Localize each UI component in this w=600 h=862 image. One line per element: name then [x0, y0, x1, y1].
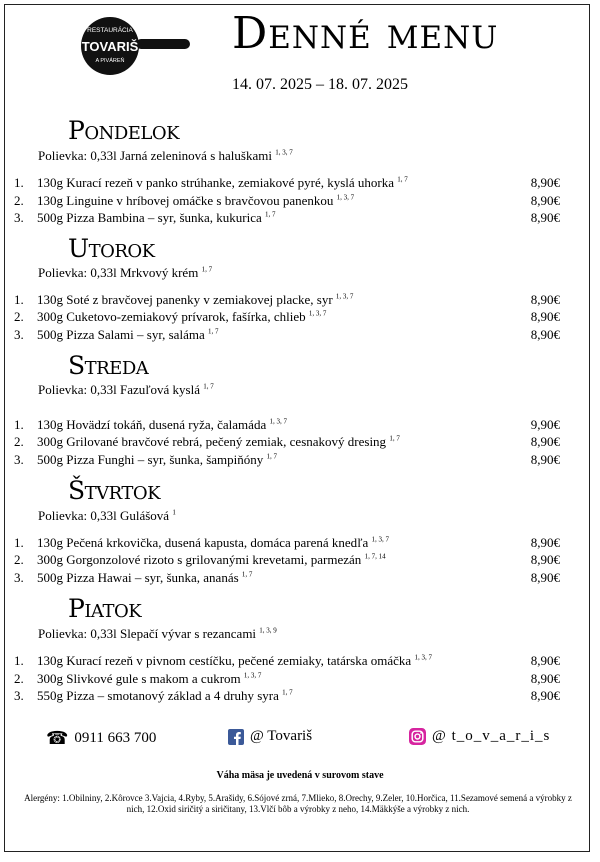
item-allergens: 1, 7	[397, 175, 408, 184]
soup-allergens: 1, 7	[203, 382, 214, 391]
soup-text: Polievka: 0,33l Jarná zeleninová s haluškami	[38, 148, 272, 163]
item-number: 3.	[14, 452, 24, 467]
item-price: 9,90€	[530, 417, 560, 432]
soup-text: Polievka: 0,33l Mrkvový krém	[38, 265, 199, 280]
item-allergens: 1, 3, 7	[243, 671, 262, 680]
menu-item	[14, 193, 560, 209]
menu-item	[14, 671, 560, 687]
item-number: 2.	[14, 309, 24, 324]
item-price: 8,90€	[530, 292, 560, 307]
item-number: 3.	[14, 327, 24, 342]
item-price: 8,90€	[530, 434, 560, 449]
instagram-handle: @ t_o_v_a_r_i_s	[432, 728, 551, 744]
item-description	[37, 210, 276, 226]
logo-name-text: TOVARIŠ	[81, 39, 139, 54]
weight-note: Váha mäsa je uvedená v surovom stave	[216, 770, 384, 781]
item-allergens: 1, 7	[389, 434, 400, 443]
soup-line	[38, 508, 176, 524]
item-number: 3.	[14, 688, 24, 703]
soup-allergens: 1, 7	[201, 265, 213, 274]
facebook-contact	[228, 728, 312, 745]
item-description	[37, 175, 408, 191]
item-number: 2.	[14, 193, 24, 208]
item-allergens: 1, 3, 7	[336, 193, 355, 202]
item-allergens: 1, 3, 7	[371, 535, 389, 544]
item-allergens: 1, 7	[266, 452, 277, 461]
day-heading: Piatok	[68, 594, 142, 623]
item-description	[37, 434, 400, 450]
allergens-legend: Alergény: 1.Obilniny, 2.Kôrovce 3.Vajcia, 4.Ryby, 5.Arašidy, 6.Sójové zrná, 7.Mlieko, 8.Orechy, 9.Zeler, 10.Horčica, 11.Sezamové semená a výrobky z nich, 12.Oxid siričitý a siričitany, 13.Vlčí bôb a výrobky z neho, 14.Mäkkýše a výrobky z nich.	[24, 793, 572, 814]
instagram-icon	[409, 728, 426, 745]
item-description	[37, 417, 287, 433]
item-price: 8,90€	[530, 210, 560, 225]
item-allergens: 1, 3, 7	[414, 653, 432, 662]
soup-text: Polievka: 0,33l Slepačí vývar s rezancami	[38, 626, 257, 641]
menu-item	[14, 570, 560, 586]
item-number: 1.	[14, 653, 24, 668]
item-text: 500g Pizza Salami – syr, saláma	[37, 327, 205, 342]
item-text: 300g Gorgonzolové rizoto s grilovanými krevetami, parmezán	[37, 552, 362, 567]
item-allergens: 1, 7	[241, 570, 253, 579]
item-allergens: 1, 3, 7	[335, 292, 354, 301]
phone-icon: ☎	[46, 728, 69, 748]
item-allergens: 1, 7	[282, 688, 293, 697]
item-number: 3.	[14, 210, 24, 225]
item-text: 130g Pečená krkovička, dusená kapusta, domáca parená knedľa	[37, 535, 369, 550]
menu-item	[14, 688, 560, 704]
item-text: 130g Kurací rezeň v pivnom cestíčku, pečené zemiaky, tatárska omáčka	[37, 653, 412, 668]
menu-item	[14, 309, 560, 325]
item-allergens: 1, 7, 14	[364, 552, 386, 561]
item-allergens: 1, 3, 7	[269, 417, 287, 426]
menu-item	[14, 292, 560, 308]
item-text: 500g Pizza Hawai – syr, šunka, ananás	[37, 570, 239, 585]
item-text: 550g Pizza – smotanový základ a 4 druhy syra	[37, 688, 279, 703]
item-description	[37, 452, 277, 468]
item-price: 8,90€	[530, 570, 560, 585]
menu-item	[14, 535, 560, 551]
item-description	[37, 653, 432, 669]
item-number: 2.	[14, 552, 24, 567]
item-price: 8,90€	[530, 688, 560, 703]
item-text: 130g Linguine v hríbovej omáčke s bravčovou panenkou	[37, 193, 334, 208]
item-number: 3.	[14, 570, 24, 585]
item-description	[37, 193, 354, 209]
item-text: 130g Kurací rezeň v panko strúhanke, zemiakové pyré, kyslá uhorka	[37, 175, 395, 190]
item-description	[37, 688, 293, 704]
soup-allergens: 1, 3, 7	[275, 148, 293, 157]
logo-bottom-text: A PIVÁREŇ	[95, 58, 125, 64]
item-price: 8,90€	[530, 452, 560, 467]
item-description	[37, 535, 389, 551]
item-allergens: 1, 7	[207, 327, 219, 336]
item-description	[37, 309, 326, 325]
menu-item	[14, 552, 560, 568]
item-description	[37, 671, 261, 687]
item-price: 8,90€	[530, 309, 560, 324]
item-number: 1.	[14, 292, 24, 307]
item-allergens: 1, 3, 7	[308, 309, 327, 318]
item-number: 1.	[14, 535, 24, 550]
item-text: 300g Slivkové gule s makom a cukrom	[37, 671, 241, 686]
item-description	[37, 292, 353, 308]
soup-line	[38, 265, 212, 281]
item-text: 300g Grilované bravčové rebrá, pečený zemiak, cesnakový dresing	[37, 434, 387, 449]
item-text: 500g Pizza Bambina – syr, šunka, kukurica	[37, 210, 262, 225]
soup-allergens: 1	[172, 508, 176, 517]
item-price: 8,90€	[530, 327, 560, 342]
item-allergens: 1, 7	[265, 210, 276, 219]
menu-dates: 14. 07. 2025 – 18. 07. 2025	[232, 76, 408, 93]
facebook-handle: @ Tovariš	[250, 728, 313, 744]
logo-top-text: RESTAURÁCIA	[87, 27, 133, 34]
soup-line	[38, 148, 293, 164]
day-heading: Utorok	[68, 234, 155, 263]
soup-line	[38, 382, 214, 398]
instagram-contact	[409, 728, 550, 745]
restaurant-logo	[70, 16, 192, 76]
item-description	[37, 327, 218, 343]
page-title: Denné menu	[232, 8, 499, 59]
item-price: 8,90€	[530, 193, 560, 208]
item-price: 8,90€	[530, 552, 560, 567]
menu-item	[14, 434, 560, 450]
soup-text: Polievka: 0,33l Fazuľová kyslá	[38, 382, 200, 397]
menu-item	[14, 327, 560, 343]
item-price: 8,90€	[530, 535, 560, 550]
menu-item	[14, 175, 560, 191]
menu-item	[14, 452, 560, 468]
item-text: 500g Pizza Funghi – syr, šunka, šampiňóny	[37, 452, 264, 467]
day-heading: Pondelok	[68, 116, 180, 145]
day-heading: Štvrtok	[68, 476, 161, 505]
item-price: 8,90€	[530, 671, 560, 686]
item-description	[37, 570, 252, 586]
item-number: 2.	[14, 671, 24, 686]
facebook-icon	[228, 729, 244, 745]
menu-item	[14, 210, 560, 226]
item-price: 8,90€	[530, 653, 560, 668]
item-description	[37, 552, 386, 568]
item-text: 130g Soté z bravčovej panenky v zemiakovej placke, syr	[37, 292, 333, 307]
soup-text: Polievka: 0,33l Gulášová	[38, 508, 170, 523]
soup-allergens: 1, 3, 9	[259, 626, 277, 635]
phone-number: 0911 663 700	[74, 730, 157, 746]
menu-item	[14, 653, 560, 669]
item-price: 8,90€	[530, 175, 560, 190]
day-heading: Streda	[68, 351, 149, 380]
menu-item	[14, 417, 560, 433]
soup-line	[38, 626, 277, 642]
phone-contact	[46, 728, 156, 749]
item-text: 130g Hovädzí tokáň, dusená ryža, čalamáda	[37, 417, 267, 432]
item-number: 2.	[14, 434, 24, 449]
item-number: 1.	[14, 175, 24, 190]
item-number: 1.	[14, 417, 24, 432]
item-text: 300g Cuketovo-zemiakový prívarok, fašírka, chlieb	[37, 309, 306, 324]
